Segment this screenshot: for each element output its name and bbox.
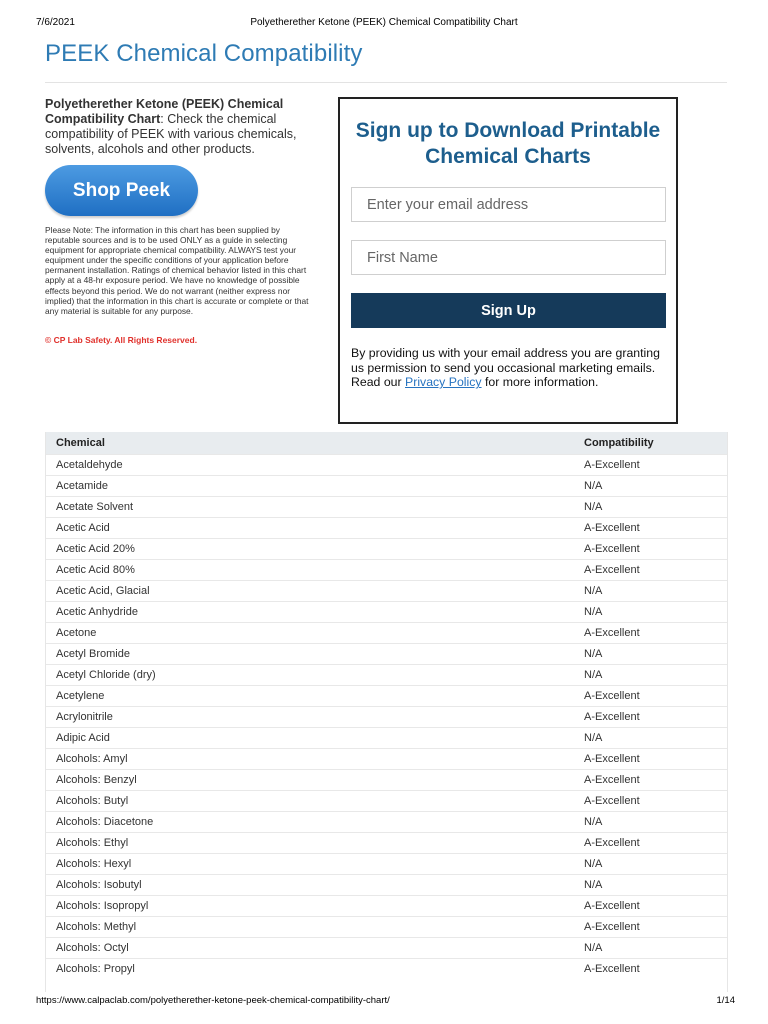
compatibility-cell: A-Excellent	[574, 706, 728, 727]
disclaimer-after: for more information.	[481, 375, 599, 390]
signup-disclaimer	[351, 346, 669, 390]
chemical-cell: Alcohols: Butyl	[46, 790, 574, 811]
sign-up-button[interactable]: Sign Up	[351, 293, 666, 328]
first-name-field[interactable]	[351, 240, 666, 275]
compatibility-cell: A-Excellent	[574, 916, 728, 937]
compatibility-cell: A-Excellent	[574, 559, 728, 580]
chemical-cell: Alcohols: Isobutyl	[46, 874, 574, 895]
chemical-cell: Adipic Acid	[46, 727, 574, 748]
table-row	[46, 517, 728, 538]
title-divider	[45, 82, 727, 83]
page-title: PEEK Chemical Compatibility	[45, 40, 363, 67]
email-field[interactable]	[351, 187, 666, 222]
print-footer	[0, 995, 768, 1009]
chemical-cell: Acetic Anhydride	[46, 601, 574, 622]
chemical-cell: Alcohols: Benzyl	[46, 769, 574, 790]
chemical-cell: Alcohols: Methyl	[46, 916, 574, 937]
print-doc-title: Polyetherether Ketone (PEEK) Chemical Compatibility Chart	[250, 17, 518, 28]
compatibility-cell: A-Excellent	[574, 538, 728, 559]
compatibility-cell: N/A	[574, 496, 728, 517]
table-row	[46, 769, 728, 790]
table-row	[46, 622, 728, 643]
table-row	[46, 601, 728, 622]
compatibility-cell: A-Excellent	[574, 622, 728, 643]
table-row	[46, 790, 728, 811]
table-row	[46, 748, 728, 769]
chemical-cell: Acetylene	[46, 685, 574, 706]
chemical-cell: Alcohols: Isopropyl	[46, 895, 574, 916]
chemical-cell: Acetamide	[46, 475, 574, 496]
table-row	[46, 475, 728, 496]
table-row	[46, 916, 728, 937]
table-row	[46, 664, 728, 685]
column-header-chemical: Chemical	[46, 432, 574, 454]
signup-panel	[338, 97, 678, 424]
chemical-cell: Alcohols: Ethyl	[46, 832, 574, 853]
table-row	[46, 832, 728, 853]
compatibility-cell: A-Excellent	[574, 790, 728, 811]
chemical-cell: Acetic Acid	[46, 517, 574, 538]
page-number: 1/14	[716, 995, 735, 1006]
print-url: https://www.calpaclab.com/polyetherether-ketone-peek-chemical-compatibility-chart/	[36, 995, 390, 1006]
compatibility-cell: A-Excellent	[574, 517, 728, 538]
chemical-cell: Alcohols: Hexyl	[46, 853, 574, 874]
table-row	[46, 811, 728, 832]
intro-bold: Polyetherether Ketone (PEEK) Chemical Compatibility Chart	[45, 97, 284, 126]
signup-title: Sign up to Download Printable Chemical Charts	[355, 119, 661, 168]
copyright-notice: © CP Lab Safety. All Rights Reserved.	[45, 335, 198, 345]
compatibility-cell: N/A	[574, 874, 728, 895]
table-body	[46, 454, 728, 979]
compatibility-cell: N/A	[574, 727, 728, 748]
chemical-cell: Alcohols: Amyl	[46, 748, 574, 769]
chemical-cell: Alcohols: Octyl	[46, 937, 574, 958]
print-date: 7/6/2021	[36, 17, 75, 28]
privacy-policy-link[interactable]: Privacy Policy	[405, 375, 482, 390]
table-row	[46, 958, 728, 979]
table-row	[46, 937, 728, 958]
chemical-cell: Acetyl Chloride (dry)	[46, 664, 574, 685]
chemical-cell: Acetate Solvent	[46, 496, 574, 517]
table-row	[46, 643, 728, 664]
compatibility-cell: N/A	[574, 937, 728, 958]
compatibility-cell: A-Excellent	[574, 958, 728, 979]
chemical-cell: Alcohols: Propyl	[46, 958, 574, 979]
compatibility-cell: N/A	[574, 601, 728, 622]
table-header-row	[46, 432, 728, 454]
compatibility-table	[46, 432, 728, 979]
compatibility-cell: A-Excellent	[574, 685, 728, 706]
compatibility-cell: N/A	[574, 811, 728, 832]
chemical-cell: Acetone	[46, 622, 574, 643]
column-header-compatibility: Compatibility	[574, 432, 728, 454]
compatibility-cell: N/A	[574, 475, 728, 496]
table-row	[46, 496, 728, 517]
shop-peek-button[interactable]: Shop Peek	[45, 165, 198, 216]
table-row	[46, 454, 728, 475]
chemical-cell: Acetic Acid, Glacial	[46, 580, 574, 601]
table-row	[46, 580, 728, 601]
compatibility-cell: N/A	[574, 853, 728, 874]
table-row	[46, 874, 728, 895]
compatibility-cell: A-Excellent	[574, 748, 728, 769]
compatibility-cell: A-Excellent	[574, 832, 728, 853]
table-row	[46, 727, 728, 748]
table-row	[46, 685, 728, 706]
intro-rest: : Check the chemical compatibility of PEEK with various chemicals, solvents, alcohols and other products.	[45, 112, 297, 156]
compatibility-cell: A-Excellent	[574, 454, 728, 475]
compatibility-cell: N/A	[574, 664, 728, 685]
compatibility-cell: A-Excellent	[574, 895, 728, 916]
table-row	[46, 895, 728, 916]
intro-text	[45, 97, 327, 157]
chemical-cell: Acetic Acid 80%	[46, 559, 574, 580]
print-header	[0, 17, 768, 31]
compatibility-cell: A-Excellent	[574, 769, 728, 790]
compatibility-cell: N/A	[574, 643, 728, 664]
disclaimer-note: Please Note: The information in this chart has been supplied by reputable sources and is to be used ONLY as a guide in selecting equipment for appropriate chemical compatibility. ALWAYS test your equipment under the specific conditions of your application before permanent installation. Ratings of chemical behavior listed in this chart apply at a 48-hr exposure period. We have no knowledge of possible effects beyond this period. We do not warrant (neither express nor implied) that the information in this chart is accurate or complete or that any material is suitable for any purpose.	[45, 225, 309, 316]
compatibility-cell: N/A	[574, 580, 728, 601]
chemical-cell: Acetaldehyde	[46, 454, 574, 475]
chemical-cell: Acrylonitrile	[46, 706, 574, 727]
disclaimer-before: By providing us with your email address you are granting us permission to send you occasional marketing emails. Read our	[351, 346, 660, 390]
compatibility-table-container	[45, 432, 728, 992]
chemical-cell: Acetic Acid 20%	[46, 538, 574, 559]
table-row	[46, 853, 728, 874]
chemical-cell: Alcohols: Diacetone	[46, 811, 574, 832]
table-row	[46, 706, 728, 727]
table-row	[46, 538, 728, 559]
chemical-cell: Acetyl Bromide	[46, 643, 574, 664]
table-row	[46, 559, 728, 580]
